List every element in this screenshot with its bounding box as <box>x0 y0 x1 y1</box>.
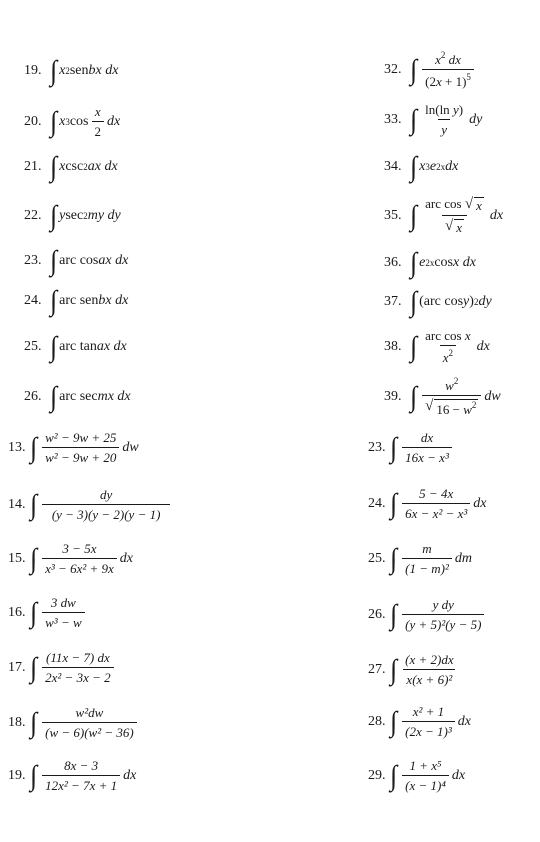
exercise-b28 <box>368 704 471 740</box>
exercise-b24 <box>368 486 487 522</box>
exercise-b16 <box>8 595 88 631</box>
exercise-number: 38. <box>384 339 402 354</box>
exercise-a38 <box>384 328 490 366</box>
fraction: $\frac{8x - 3}{\text{12x² − 7x + 1}}$ <box>42 758 120 794</box>
integrand: x 3 e 2x dx <box>419 159 459 174</box>
exercise-a33 <box>384 102 482 138</box>
fraction: $\frac{\text{w²dw}}{\text{(w − 6)(w² − 36)}}$ <box>42 705 137 741</box>
exercise-b26 <box>368 597 487 633</box>
integrand: arc cos ax dx <box>59 253 129 268</box>
exercise-number: 26. <box>24 389 42 404</box>
integrand: x csc 2 ax dx <box>59 159 118 174</box>
integral-sign: ∫ <box>30 542 38 575</box>
integrand: x 2 sen bx dx <box>59 63 119 78</box>
exercise-b18 <box>8 705 140 741</box>
fraction: arc cos √ x √ x <box>425 196 482 235</box>
integral-sign: ∫ <box>390 431 398 464</box>
exercise-a39 <box>384 376 501 418</box>
exercise-number: 29. <box>368 768 386 783</box>
fraction: $\frac{(11x - 7) dx}{\text{2x² − 3x − 2}}$ <box>42 650 113 686</box>
exercise-a23 <box>24 244 129 277</box>
exercise-number: 25. <box>24 339 42 354</box>
integrand <box>419 50 477 90</box>
exercise-number: 19. <box>8 768 26 783</box>
integrand <box>39 487 173 523</box>
exercise-number: 23. <box>24 253 42 268</box>
integral-sign: ∫ <box>50 199 58 232</box>
exercise-number: 13. <box>8 440 26 455</box>
exercise-a19 <box>24 54 119 87</box>
integrand: x 3 cos $\frac{x}{2}$ dx <box>59 104 121 139</box>
exercise-a34 <box>384 150 459 183</box>
integral-sign: ∫ <box>30 759 38 792</box>
exercise-number: 33. <box>384 112 402 127</box>
exercise-b29 <box>368 758 465 794</box>
exercise-a36 <box>384 246 476 279</box>
integrand <box>39 705 140 741</box>
exercise-number: 14. <box>8 497 26 512</box>
fraction: $\frac{5 - 4x}{\text{6x − x² − x³}}$ <box>402 486 470 522</box>
integrand: e 2x cos x dx <box>419 255 476 270</box>
integral-sign: ∫ <box>410 150 418 183</box>
integral-sign: ∫ <box>410 199 418 232</box>
integrand: y sec 2 my dy <box>59 208 121 223</box>
exercise-a26 <box>24 380 131 413</box>
exercise-a21 <box>24 150 118 183</box>
integrand: $\frac{\text{arc cos x}}{x^2}$ dx <box>419 328 490 366</box>
integral-sign: ∫ <box>50 105 58 138</box>
integrand <box>39 595 88 631</box>
integral-sign: ∫ <box>410 246 418 279</box>
fraction: $\frac{\text{arc cos x}}{x^2}$ <box>425 328 471 365</box>
exercise-number: 32. <box>384 62 402 77</box>
integral-sign: ∫ <box>50 244 58 277</box>
exercise-a32 <box>384 50 477 90</box>
integrand: $\frac{\text{x² + 1}}{\text{(2x − 1)³}}$ dx <box>399 704 471 740</box>
integrand: (arc cos y ) 2 dy <box>419 294 492 309</box>
exercise-number: 24. <box>24 293 42 308</box>
exercise-a20 <box>24 104 120 140</box>
integral-sign: ∫ <box>410 53 418 86</box>
exercise-a22 <box>24 199 121 232</box>
exercise-number: 24. <box>368 496 386 511</box>
integral-sign: ∫ <box>390 759 398 792</box>
integral-sign: ∫ <box>390 653 398 686</box>
integrand <box>399 430 455 466</box>
exercise-number: 21. <box>24 159 42 174</box>
exercise-number: 34. <box>384 159 402 174</box>
integrand <box>39 650 116 686</box>
exercise-a35 <box>384 196 503 236</box>
fraction: $\frac{x}{2}$ <box>92 104 105 140</box>
fraction: $\frac{\text{w² − 9w + 25}}{\text{w² − 9w + 20}}$ <box>42 430 119 466</box>
exercise-b23 <box>368 430 455 466</box>
exercise-number: 25. <box>368 551 386 566</box>
fraction: $\frac{dx}{\text{16x − x³}}$ <box>402 430 452 466</box>
exercise-b25 <box>368 541 472 577</box>
fraction: $w^2$ √ $16 - w^2$ <box>422 376 481 418</box>
exercise-b19 <box>8 758 136 794</box>
exercise-b14 <box>8 487 173 523</box>
integral-sign: ∫ <box>410 103 418 136</box>
exercise-number: 16. <box>8 605 26 620</box>
integrand: $\frac{5 - 4x}{\text{6x − x² − x³}}$ dx <box>399 486 486 522</box>
fraction: $\frac{dy}{(y - 3)(y - 2)(y - 1)}$ <box>42 487 170 523</box>
integrand: $\frac{8x - 3}{\text{12x² − 7x + 1}}$ dx <box>39 758 136 794</box>
exercise-a37 <box>384 285 492 318</box>
integral-sign: ∫ <box>390 598 398 631</box>
integral-sign: ∫ <box>30 596 38 629</box>
integral-sign: ∫ <box>30 431 38 464</box>
integrand: $\frac{\text{1 + x⁵}}{\text{(x − 1)⁴}}$ dx <box>399 758 465 794</box>
fraction: $\frac{m}{\text{(1 − m)²}}$ <box>402 541 452 577</box>
integrand: arc sec mx dx <box>59 389 131 404</box>
exercise-number: 20. <box>24 114 42 129</box>
exercise-a24 <box>24 284 129 317</box>
exercise-b15 <box>8 541 133 577</box>
exercise-number: 26. <box>368 607 386 622</box>
integrand: arc sen bx dx <box>59 293 129 308</box>
integral-sign: ∫ <box>410 380 418 413</box>
integral-sign: ∫ <box>30 651 38 684</box>
integrand: arc tan ax dx <box>59 339 127 354</box>
fraction: $\frac{(x + 2)dx}{\text{x(x + 6)²}}$ <box>405 652 454 687</box>
integrand: arc cos √ x √ x dx <box>419 196 503 236</box>
integral-sign: ∫ <box>50 150 58 183</box>
fraction: $\frac{3 - 5x}{\text{x³ − 6x² + 9x}}$ <box>42 541 117 577</box>
fraction: $\frac{x^2 dx}{(2x + 1)^5}$ <box>422 50 474 90</box>
integral-sign: ∫ <box>390 705 398 738</box>
exercise-number: 28. <box>368 714 386 729</box>
exercise-number: 19. <box>24 63 42 78</box>
exercise-number: 18. <box>8 715 26 730</box>
integrand: $\frac{\text{ln(ln y)}}{y}$ dy <box>419 102 482 138</box>
integral-sign: ∫ <box>390 542 398 575</box>
integral-sign: ∫ <box>50 330 58 363</box>
integral-sign: ∫ <box>50 380 58 413</box>
exercise-number: 27. <box>368 662 386 677</box>
exercise-number: 17. <box>8 660 26 675</box>
integral-sign: ∫ <box>30 488 38 521</box>
fraction: $\frac{3 dw}{\text{w³ − w}}$ <box>42 595 85 631</box>
exercise-b17 <box>8 650 117 686</box>
integrand <box>399 652 459 688</box>
exercise-b13 <box>8 430 139 466</box>
exercise-number: 15. <box>8 551 26 566</box>
integral-sign: ∫ <box>50 284 58 317</box>
exercise-number: 35. <box>384 208 402 223</box>
exercise-number: 37. <box>384 294 402 309</box>
integrand: $\frac{3 - 5x}{\text{x³ − 6x² + 9x}}$ dx <box>39 541 133 577</box>
integrand: $w^2$ √ $16 - w^2$ dw <box>419 376 501 418</box>
integrand: $\frac{m}{\text{(1 − m)²}}$ dm <box>399 541 472 577</box>
exercise-number: 23. <box>368 440 386 455</box>
integral-sign: ∫ <box>30 706 38 739</box>
integral-sign: ∫ <box>390 487 398 520</box>
exercise-a25 <box>24 330 127 363</box>
integral-sign: ∫ <box>410 330 418 363</box>
fraction: $\frac{\text{y dy}}{\text{(y + 5)²(y − 5)}}$ <box>402 597 484 633</box>
exercise-number: 22. <box>24 208 42 223</box>
integrand: $\frac{\text{w² − 9w + 25}}{\text{w² − 9w + 20}}$ dw <box>39 430 139 466</box>
integral-sign: ∫ <box>50 54 58 87</box>
fraction: $\frac{\text{1 + x⁵}}{\text{(x − 1)⁴}}$ <box>402 758 449 794</box>
integral-sign: ∫ <box>410 285 418 318</box>
integrand <box>399 597 487 633</box>
exercise-b27 <box>368 652 460 688</box>
exercise-number: 39. <box>384 389 402 404</box>
fraction: $\frac{\text{x² + 1}}{\text{(2x − 1)³}}$ <box>402 704 455 740</box>
exercise-number: 36. <box>384 255 402 270</box>
fraction: $\frac{\text{ln(ln y)}}{y}$ <box>425 102 464 137</box>
